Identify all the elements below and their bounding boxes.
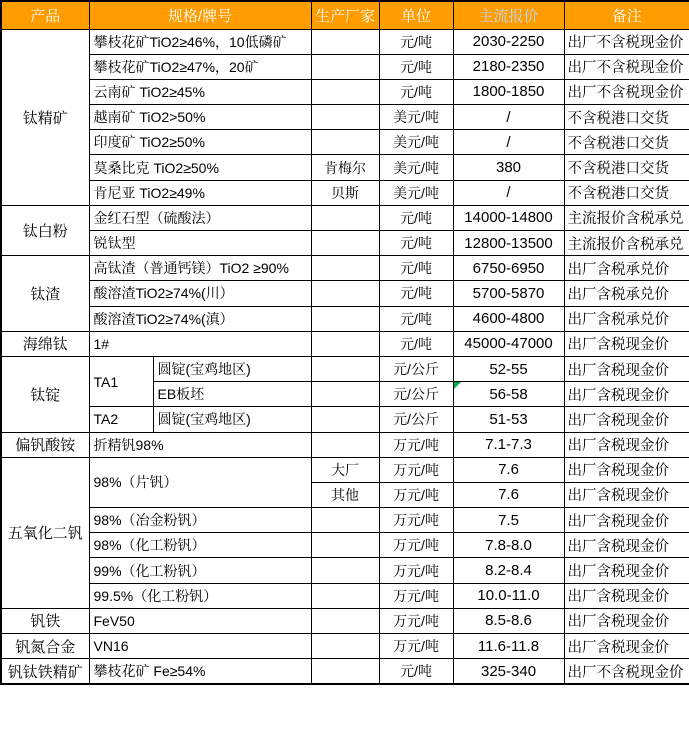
unit-cell: 元/公斤 — [379, 382, 453, 407]
spec-cell: 酸溶渣TiO2≥74%(川） — [89, 281, 311, 306]
table-row — [1, 54, 689, 79]
manufacturer-cell: 大厂 — [311, 457, 379, 482]
price-cell: 11.6-11.8 — [453, 634, 564, 659]
table-row — [1, 457, 689, 482]
manufacturer-cell — [311, 79, 379, 104]
table-row — [1, 583, 689, 608]
unit-cell: 万元/吨 — [379, 457, 453, 482]
price-cell: 45000-47000 — [453, 331, 564, 356]
price-cell: 7.1-7.3 — [453, 432, 564, 457]
price-cell: 7.8-8.0 — [453, 533, 564, 558]
unit-cell: 美元/吨 — [379, 105, 453, 130]
manufacturer-cell — [311, 306, 379, 331]
table-row — [1, 231, 689, 256]
spec-grade-cell: TA1 — [89, 356, 153, 406]
product-cell: 钒钛铁精矿 — [1, 659, 89, 684]
table-row — [1, 130, 689, 155]
unit-cell: 元/吨 — [379, 331, 453, 356]
table-row — [1, 105, 689, 130]
manufacturer-cell — [311, 281, 379, 306]
manufacturer-cell — [311, 231, 379, 256]
manufacturer-cell — [311, 533, 379, 558]
price-cell: 7.5 — [453, 508, 564, 533]
product-cell: 偏钒酸铵 — [1, 432, 89, 457]
price-cell: 51-53 — [453, 407, 564, 432]
price-cell: 2030-2250 — [453, 29, 564, 54]
unit-cell: 万元/吨 — [379, 583, 453, 608]
table-row — [1, 29, 689, 54]
manufacturer-cell — [311, 29, 379, 54]
manufacturer-cell: 其他 — [311, 482, 379, 507]
header-product: 产品 — [1, 1, 89, 29]
unit-cell: 美元/吨 — [379, 180, 453, 205]
spec-cell: 印度矿 TiO2≥50% — [89, 130, 311, 155]
spec-shape-cell: EB板坯 — [153, 382, 311, 407]
manufacturer-cell — [311, 130, 379, 155]
table-row — [1, 331, 689, 356]
price-cell: 7.6 — [453, 482, 564, 507]
manufacturer-cell — [311, 205, 379, 230]
spec-cell: 98%（冶金粉钒） — [89, 508, 311, 533]
spec-cell: 莫桑比克 TiO2≥50% — [89, 155, 311, 180]
note-cell: 不含税港口交货 — [564, 130, 689, 155]
price-value: 56-58 — [489, 385, 528, 403]
product-cell: 五氧化二钒 — [1, 457, 89, 608]
table-row — [1, 508, 689, 533]
spec-cell: VN16 — [89, 634, 311, 659]
price-cell: 1800-1850 — [453, 79, 564, 104]
manufacturer-cell — [311, 331, 379, 356]
header-price: 主流报价 — [453, 1, 564, 29]
spec-cell: 高钛渣（普通钙镁）TiO2 ≥90% — [89, 256, 311, 281]
price-cell: 10.0-11.0 — [453, 583, 564, 608]
product-cell: 钛渣 — [1, 256, 89, 332]
price-cell: / — [453, 130, 564, 155]
price-cell: 12800-13500 — [453, 231, 564, 256]
spec-cell: 98%（化工粉钒） — [89, 533, 311, 558]
table-row — [1, 558, 689, 583]
note-cell: 出厂不含税现金价 — [564, 29, 689, 54]
manufacturer-cell — [311, 256, 379, 281]
table-row — [1, 634, 689, 659]
note-cell: 不含税港口交货 — [564, 105, 689, 130]
unit-cell: 万元/吨 — [379, 533, 453, 558]
note-cell: 不含税港口交货 — [564, 180, 689, 205]
product-cell: 海绵钛 — [1, 331, 89, 356]
spec-cell: 金红石型（硫酸法） — [89, 205, 311, 230]
manufacturer-cell — [311, 583, 379, 608]
unit-cell: 元/吨 — [379, 306, 453, 331]
price-cell: 4600-4800 — [453, 306, 564, 331]
header-row — [1, 1, 689, 29]
unit-cell: 万元/吨 — [379, 634, 453, 659]
unit-cell: 万元/吨 — [379, 508, 453, 533]
table-row — [1, 180, 689, 205]
manufacturer-cell — [311, 407, 379, 432]
note-cell: 出厂含税现金价 — [564, 457, 689, 482]
unit-cell: 美元/吨 — [379, 155, 453, 180]
cell-comment-flag-icon — [454, 382, 461, 389]
unit-cell: 元/吨 — [379, 79, 453, 104]
note-cell: 主流报价含税承兑 — [564, 231, 689, 256]
spec-cell: 攀枝花矿 Fe≥54% — [89, 659, 311, 684]
table-row — [1, 608, 689, 633]
manufacturer-cell — [311, 608, 379, 633]
spec-cell: 99%（化工粉钒） — [89, 558, 311, 583]
header-unit: 单位 — [379, 1, 453, 29]
note-cell: 出厂不含税现金价 — [564, 79, 689, 104]
manufacturer-cell: 肯梅尔 — [311, 155, 379, 180]
table-row — [1, 205, 689, 230]
header-note: 备注 — [564, 1, 689, 29]
table-row — [1, 256, 689, 281]
table-row — [1, 281, 689, 306]
product-cell: 钛白粉 — [1, 205, 89, 255]
spec-cell: FeV50 — [89, 608, 311, 633]
note-cell: 主流报价含税承兑 — [564, 205, 689, 230]
manufacturer-cell — [311, 356, 379, 381]
unit-cell: 元/吨 — [379, 54, 453, 79]
table-row — [1, 306, 689, 331]
manufacturer-cell — [311, 54, 379, 79]
price-cell: 14000-14800 — [453, 205, 564, 230]
note-cell: 出厂含税现金价 — [564, 482, 689, 507]
spec-cell: 攀枝花矿TiO2≥46%，10低磷矿 — [89, 29, 311, 54]
spec-cell: 锐钛型 — [89, 231, 311, 256]
unit-cell: 元/吨 — [379, 29, 453, 54]
spec-cell: 攀枝花矿TiO2≥47%，20矿 — [89, 54, 311, 79]
spec-cell: 98%（片钒） — [89, 457, 311, 507]
spec-cell: 1# — [89, 331, 311, 356]
note-cell: 出厂含税现金价 — [564, 608, 689, 633]
unit-cell: 万元/吨 — [379, 608, 453, 633]
price-cell: 6750-6950 — [453, 256, 564, 281]
price-cell: 8.2-8.4 — [453, 558, 564, 583]
manufacturer-cell — [311, 508, 379, 533]
note-cell: 出厂含税现金价 — [564, 558, 689, 583]
manufacturer-cell: 贝斯 — [311, 180, 379, 205]
note-cell: 不含税港口交货 — [564, 155, 689, 180]
spec-cell: 99.5%（化工粉钒） — [89, 583, 311, 608]
price-cell — [453, 382, 564, 407]
note-cell: 出厂含税承兑价 — [564, 281, 689, 306]
table-row — [1, 155, 689, 180]
price-cell: 5700-5870 — [453, 281, 564, 306]
manufacturer-cell — [311, 634, 379, 659]
spec-cell: 云南矿 TiO2≥45% — [89, 79, 311, 104]
unit-cell: 元/公斤 — [379, 356, 453, 381]
note-cell: 出厂含税承兑价 — [564, 306, 689, 331]
header-spec: 规格/牌号 — [89, 1, 311, 29]
spec-cell: 越南矿 TiO2>50% — [89, 105, 311, 130]
unit-cell: 元/吨 — [379, 659, 453, 684]
note-cell: 出厂含税现金价 — [564, 331, 689, 356]
price-cell: 8.5-8.6 — [453, 608, 564, 633]
note-cell: 出厂含税现金价 — [564, 508, 689, 533]
table-row — [1, 407, 689, 432]
table-row — [1, 79, 689, 104]
table-row — [1, 533, 689, 558]
price-cell: 7.6 — [453, 457, 564, 482]
price-cell: 380 — [453, 155, 564, 180]
product-cell: 钒氮合金 — [1, 634, 89, 659]
product-cell: 钛锭 — [1, 356, 89, 432]
price-cell: 2180-2350 — [453, 54, 564, 79]
manufacturer-cell — [311, 105, 379, 130]
spec-cell: 酸溶渣TiO2≥74%(滇） — [89, 306, 311, 331]
price-cell: / — [453, 105, 564, 130]
unit-cell: 元/吨 — [379, 231, 453, 256]
note-cell: 出厂含税现金价 — [564, 356, 689, 381]
header-manufacturer: 生产厂家 — [311, 1, 379, 29]
product-cell: 钛精矿 — [1, 29, 89, 205]
note-cell: 出厂含税现金价 — [564, 533, 689, 558]
price-cell: 52-55 — [453, 356, 564, 381]
note-cell: 出厂含税现金价 — [564, 407, 689, 432]
note-cell: 出厂不含税现金价 — [564, 659, 689, 684]
spec-cell: 折精钒98% — [89, 432, 311, 457]
unit-cell: 元/公斤 — [379, 407, 453, 432]
table-row — [1, 432, 689, 457]
manufacturer-cell — [311, 432, 379, 457]
manufacturer-cell — [311, 558, 379, 583]
note-cell: 出厂含税现金价 — [564, 634, 689, 659]
spec-grade-cell: TA2 — [89, 407, 153, 432]
product-cell: 钒铁 — [1, 608, 89, 633]
note-cell: 出厂含税现金价 — [564, 583, 689, 608]
manufacturer-cell — [311, 659, 379, 684]
unit-cell: 万元/吨 — [379, 432, 453, 457]
unit-cell: 美元/吨 — [379, 130, 453, 155]
price-cell: / — [453, 180, 564, 205]
note-cell: 出厂含税现金价 — [564, 432, 689, 457]
note-cell: 出厂不含税现金价 — [564, 54, 689, 79]
manufacturer-cell — [311, 382, 379, 407]
spec-cell: 肯尼亚 TiO2≥49% — [89, 180, 311, 205]
unit-cell: 元/吨 — [379, 205, 453, 230]
unit-cell: 元/吨 — [379, 256, 453, 281]
price-cell: 325-340 — [453, 659, 564, 684]
spec-shape-cell: 圆锭(宝鸡地区) — [153, 407, 311, 432]
unit-cell: 万元/吨 — [379, 482, 453, 507]
unit-cell: 元/吨 — [379, 281, 453, 306]
table-row — [1, 659, 689, 684]
unit-cell: 万元/吨 — [379, 558, 453, 583]
note-cell: 出厂含税承兑价 — [564, 256, 689, 281]
table-row — [1, 356, 689, 381]
note-cell: 出厂含税现金价 — [564, 382, 689, 407]
spec-shape-cell: 圆锭(宝鸡地区) — [153, 356, 311, 381]
